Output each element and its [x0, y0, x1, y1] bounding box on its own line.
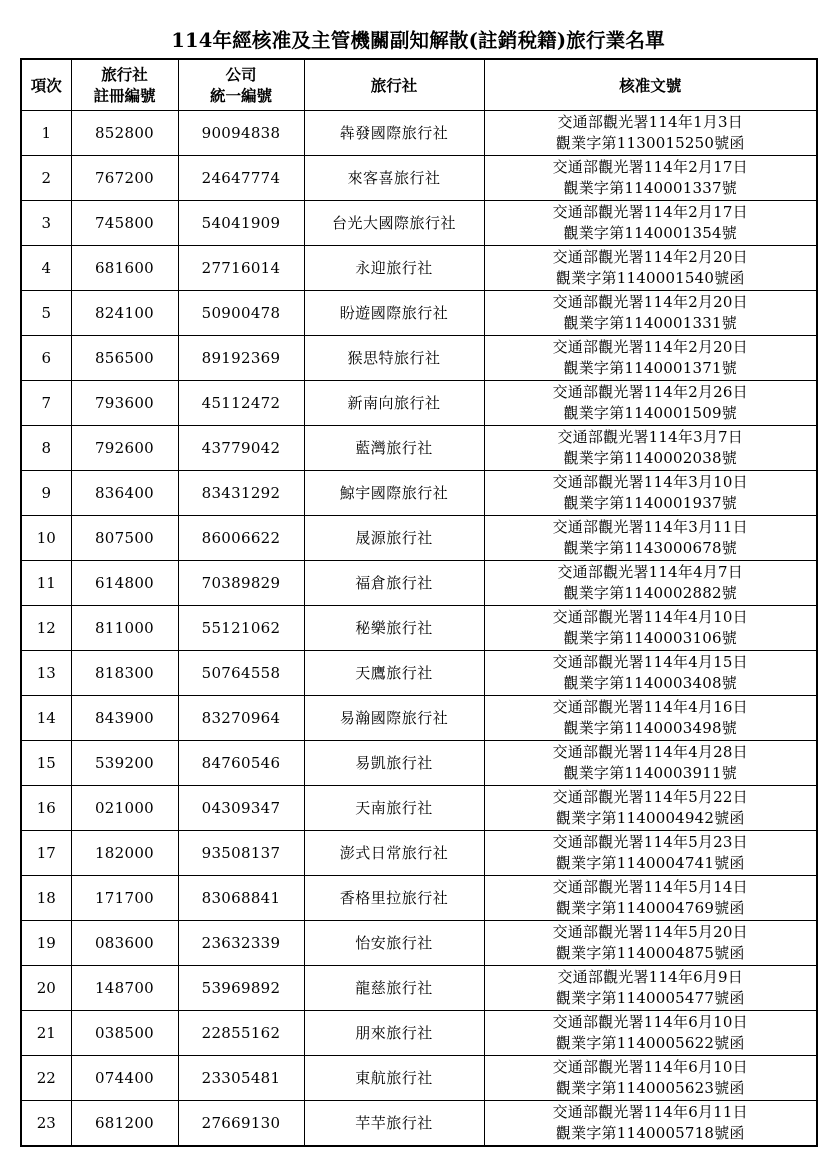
cell-registration-number: 038500 — [71, 1011, 178, 1056]
cell-approval-document-number — [484, 561, 817, 606]
approval-document-line2: 觀業字第1140001354號 — [563, 224, 737, 242]
cell-index: 3 — [21, 201, 71, 246]
cell-agency-name: 晟源旅行社 — [304, 516, 484, 561]
table-row — [21, 831, 817, 876]
cell-approval-document-number — [484, 516, 817, 561]
cell-agency-name: 永迎旅行社 — [304, 246, 484, 291]
column-header-unified-number-line1: 公司 — [225, 65, 257, 84]
column-header-approval-document-number — [484, 59, 817, 111]
cell-unified-number: 23632339 — [178, 921, 304, 966]
approval-document-line2: 觀業字第1140003911號 — [563, 764, 737, 782]
table-row — [21, 201, 817, 246]
cell-unified-number: 89192369 — [178, 336, 304, 381]
approval-document-line2: 觀業字第1140001937號 — [563, 494, 737, 512]
cell-index: 23 — [21, 1101, 71, 1147]
cell-index: 12 — [21, 606, 71, 651]
approval-document-line1: 交通部觀光署114年4月16日 — [552, 698, 748, 716]
approval-document-line1: 交通部觀光署114年6月10日 — [552, 1058, 748, 1076]
cell-unified-number: 70389829 — [178, 561, 304, 606]
table-row — [21, 426, 817, 471]
cell-approval-document-number — [484, 741, 817, 786]
cell-registration-number: 807500 — [71, 516, 178, 561]
cell-agency-name: 香格里拉旅行社 — [304, 876, 484, 921]
column-header-unified-number-line2: 統一編號 — [209, 86, 272, 105]
approval-document-line2: 觀業字第1140001371號 — [563, 359, 737, 377]
column-header-approval-document-number-line1: 核准文號 — [619, 75, 682, 95]
approval-document-line2: 觀業字第1140004741號函 — [555, 854, 745, 872]
cell-approval-document-number — [484, 921, 817, 966]
cell-approval-document-number — [484, 966, 817, 1011]
cell-unified-number: 23305481 — [178, 1056, 304, 1101]
approval-document-line1: 交通部觀光署114年4月10日 — [552, 608, 748, 626]
cell-index: 16 — [21, 786, 71, 831]
table-row — [21, 156, 817, 201]
cell-unified-number: 04309347 — [178, 786, 304, 831]
approval-document-line1: 交通部觀光署114年3月11日 — [552, 518, 748, 536]
cell-approval-document-number — [484, 471, 817, 516]
cell-index: 20 — [21, 966, 71, 1011]
table-row — [21, 651, 817, 696]
table-row — [21, 786, 817, 831]
approval-document-line1: 交通部觀光署114年2月20日 — [552, 338, 748, 356]
approval-document-line1: 交通部觀光署114年6月11日 — [552, 1103, 748, 1121]
approval-document-line1: 交通部觀光署114年4月15日 — [552, 653, 748, 671]
table-row — [21, 606, 817, 651]
cell-registration-number: 021000 — [71, 786, 178, 831]
column-header-registration-number-line1: 旅行社 — [101, 65, 148, 84]
cell-index: 7 — [21, 381, 71, 426]
cell-agency-name: 怡安旅行社 — [304, 921, 484, 966]
approval-document-line1: 交通部觀光署114年2月17日 — [552, 158, 748, 176]
approval-document-line2: 觀業字第1140004875號函 — [555, 944, 745, 962]
cell-index: 6 — [21, 336, 71, 381]
cell-unified-number: 53969892 — [178, 966, 304, 1011]
cell-index: 2 — [21, 156, 71, 201]
approval-document-line2: 觀業字第1140002882號 — [563, 584, 737, 602]
cell-registration-number: 681200 — [71, 1101, 178, 1147]
cell-agency-name: 芉芉旅行社 — [304, 1101, 484, 1147]
cell-registration-number: 745800 — [71, 201, 178, 246]
cell-index: 10 — [21, 516, 71, 561]
approval-document-line2: 觀業字第1140005622號函 — [555, 1034, 745, 1052]
cell-registration-number: 856500 — [71, 336, 178, 381]
cell-registration-number: 681600 — [71, 246, 178, 291]
cell-unified-number: 43779042 — [178, 426, 304, 471]
cell-agency-name: 秘樂旅行社 — [304, 606, 484, 651]
table-row — [21, 966, 817, 1011]
cell-unified-number: 22855162 — [178, 1011, 304, 1056]
cell-agency-name: 藍灣旅行社 — [304, 426, 484, 471]
cell-index: 8 — [21, 426, 71, 471]
cell-index: 5 — [21, 291, 71, 336]
cell-registration-number: 083600 — [71, 921, 178, 966]
approval-document-line1: 交通部觀光署114年4月28日 — [552, 743, 748, 761]
column-header-registration-number-line2: 註冊編號 — [93, 86, 156, 105]
cell-approval-document-number — [484, 201, 817, 246]
table-row — [21, 741, 817, 786]
approval-document-line2: 觀業字第1140005623號函 — [555, 1079, 745, 1097]
dissolved-travel-agencies-table — [20, 58, 818, 1147]
cell-registration-number: 767200 — [71, 156, 178, 201]
table-header-row — [21, 59, 817, 111]
cell-agency-name: 犇發國際旅行社 — [304, 111, 484, 156]
column-header-index-line1: 項次 — [30, 75, 62, 95]
cell-unified-number: 50900478 — [178, 291, 304, 336]
cell-unified-number: 24647774 — [178, 156, 304, 201]
approval-document-line1: 交通部觀光署114年1月3日 — [557, 113, 744, 131]
column-header-agency-name-line1: 旅行社 — [370, 75, 418, 95]
table-row — [21, 921, 817, 966]
cell-approval-document-number — [484, 246, 817, 291]
approval-document-line1: 交通部觀光署114年5月20日 — [552, 923, 748, 941]
approval-document-line2: 觀業字第1140005477號函 — [555, 989, 745, 1007]
cell-registration-number: 539200 — [71, 741, 178, 786]
approval-document-line2: 觀業字第1143000678號 — [563, 539, 737, 557]
cell-index: 19 — [21, 921, 71, 966]
approval-document-line2: 觀業字第1140001331號 — [563, 314, 737, 332]
approval-document-line1: 交通部觀光署114年5月23日 — [552, 833, 748, 851]
cell-approval-document-number — [484, 381, 817, 426]
cell-agency-name: 朋來旅行社 — [304, 1011, 484, 1056]
approval-document-line2: 觀業字第1140003106號 — [563, 629, 737, 647]
approval-document-line1: 交通部觀光署114年5月14日 — [552, 878, 748, 896]
approval-document-line2: 觀業字第1130015250號函 — [555, 134, 745, 152]
table-row — [21, 696, 817, 741]
cell-registration-number: 793600 — [71, 381, 178, 426]
cell-unified-number: 90094838 — [178, 111, 304, 156]
approval-document-line1: 交通部觀光署114年5月22日 — [552, 788, 748, 806]
approval-document-line2: 觀業字第1140004769號函 — [555, 899, 745, 917]
cell-approval-document-number — [484, 1056, 817, 1101]
cell-agency-name: 鯨宇國際旅行社 — [304, 471, 484, 516]
cell-approval-document-number — [484, 426, 817, 471]
table-row — [21, 561, 817, 606]
cell-index: 11 — [21, 561, 71, 606]
column-header-registration-number — [71, 59, 178, 111]
cell-index: 21 — [21, 1011, 71, 1056]
cell-registration-number: 836400 — [71, 471, 178, 516]
table-row — [21, 291, 817, 336]
cell-agency-name: 易瀚國際旅行社 — [304, 696, 484, 741]
cell-approval-document-number — [484, 831, 817, 876]
column-header-unified-number — [178, 59, 304, 111]
approval-document-line1: 交通部觀光署114年6月10日 — [552, 1013, 748, 1031]
cell-unified-number: 83068841 — [178, 876, 304, 921]
approval-document-line2: 觀業字第1140001540號函 — [555, 269, 745, 287]
cell-agency-name: 台光大國際旅行社 — [304, 201, 484, 246]
cell-agency-name: 東航旅行社 — [304, 1056, 484, 1101]
table-row — [21, 1011, 817, 1056]
cell-agency-name: 福倉旅行社 — [304, 561, 484, 606]
cell-approval-document-number — [484, 291, 817, 336]
cell-unified-number: 50764558 — [178, 651, 304, 696]
table-header — [21, 59, 817, 111]
cell-index: 22 — [21, 1056, 71, 1101]
cell-agency-name: 新南向旅行社 — [304, 381, 484, 426]
cell-registration-number: 074400 — [71, 1056, 178, 1101]
cell-index: 18 — [21, 876, 71, 921]
cell-index: 9 — [21, 471, 71, 516]
cell-agency-name: 易凱旅行社 — [304, 741, 484, 786]
approval-document-line1: 交通部觀光署114年3月7日 — [557, 428, 744, 446]
cell-approval-document-number — [484, 696, 817, 741]
cell-index: 13 — [21, 651, 71, 696]
cell-unified-number: 55121062 — [178, 606, 304, 651]
cell-agency-name: 盼遊國際旅行社 — [304, 291, 484, 336]
approval-document-line2: 觀業字第1140003498號 — [563, 719, 737, 737]
cell-index: 4 — [21, 246, 71, 291]
approval-document-line1: 交通部觀光署114年6月9日 — [557, 968, 744, 986]
column-header-agency-name — [304, 59, 484, 111]
cell-agency-name: 龍慈旅行社 — [304, 966, 484, 1011]
cell-registration-number: 182000 — [71, 831, 178, 876]
cell-registration-number: 148700 — [71, 966, 178, 1011]
table-row — [21, 381, 817, 426]
cell-registration-number: 811000 — [71, 606, 178, 651]
cell-approval-document-number — [484, 1101, 817, 1147]
cell-agency-name: 天南旅行社 — [304, 786, 484, 831]
cell-unified-number: 45112472 — [178, 381, 304, 426]
approval-document-line2: 觀業字第1140003408號 — [563, 674, 737, 692]
approval-document-line2: 觀業字第1140002038號 — [563, 449, 737, 467]
approval-document-line1: 交通部觀光署114年2月26日 — [552, 383, 748, 401]
table-row — [21, 336, 817, 381]
cell-approval-document-number — [484, 1011, 817, 1056]
approval-document-line1: 交通部觀光署114年2月20日 — [552, 293, 748, 311]
approval-document-line1: 交通部觀光署114年2月17日 — [552, 203, 748, 221]
cell-unified-number: 84760546 — [178, 741, 304, 786]
page-title: 114年經核准及主管機關副知解散(註銷稅籍)旅行業名單 — [171, 29, 665, 52]
column-header-index — [21, 59, 71, 111]
table-body — [21, 111, 817, 1147]
cell-approval-document-number — [484, 651, 817, 696]
cell-agency-name: 天鷹旅行社 — [304, 651, 484, 696]
cell-unified-number: 54041909 — [178, 201, 304, 246]
cell-agency-name: 澎式日常旅行社 — [304, 831, 484, 876]
table-row — [21, 246, 817, 291]
approval-document-line1: 交通部觀光署114年4月7日 — [557, 563, 744, 581]
approval-document-line2: 觀業字第1140005718號函 — [555, 1124, 745, 1142]
cell-index: 15 — [21, 741, 71, 786]
approval-document-line2: 觀業字第1140001509號 — [563, 404, 737, 422]
table-row — [21, 516, 817, 561]
cell-approval-document-number — [484, 786, 817, 831]
table-row — [21, 471, 817, 516]
cell-registration-number: 824100 — [71, 291, 178, 336]
cell-registration-number: 852800 — [71, 111, 178, 156]
approval-document-line1: 交通部觀光署114年3月10日 — [552, 473, 748, 491]
table-row — [21, 1101, 817, 1147]
cell-registration-number: 171700 — [71, 876, 178, 921]
cell-index: 1 — [21, 111, 71, 156]
cell-unified-number: 93508137 — [178, 831, 304, 876]
approval-document-line2: 觀業字第1140001337號 — [563, 179, 737, 197]
cell-agency-name: 來客喜旅行社 — [304, 156, 484, 201]
cell-approval-document-number — [484, 111, 817, 156]
table-row — [21, 111, 817, 156]
cell-approval-document-number — [484, 156, 817, 201]
cell-approval-document-number — [484, 336, 817, 381]
cell-unified-number: 86006622 — [178, 516, 304, 561]
cell-unified-number: 27716014 — [178, 246, 304, 291]
cell-index: 17 — [21, 831, 71, 876]
cell-index: 14 — [21, 696, 71, 741]
cell-approval-document-number — [484, 606, 817, 651]
cell-registration-number: 614800 — [71, 561, 178, 606]
cell-approval-document-number — [484, 876, 817, 921]
cell-unified-number: 27669130 — [178, 1101, 304, 1147]
cell-registration-number: 792600 — [71, 426, 178, 471]
table-row — [21, 876, 817, 921]
table-row — [21, 1056, 817, 1101]
approval-document-line2: 觀業字第1140004942號函 — [555, 809, 745, 827]
approval-document-line1: 交通部觀光署114年2月20日 — [552, 248, 748, 266]
cell-unified-number: 83431292 — [178, 471, 304, 516]
cell-agency-name: 猴思特旅行社 — [304, 336, 484, 381]
cell-registration-number: 843900 — [71, 696, 178, 741]
cell-unified-number: 83270964 — [178, 696, 304, 741]
cell-registration-number: 818300 — [71, 651, 178, 696]
